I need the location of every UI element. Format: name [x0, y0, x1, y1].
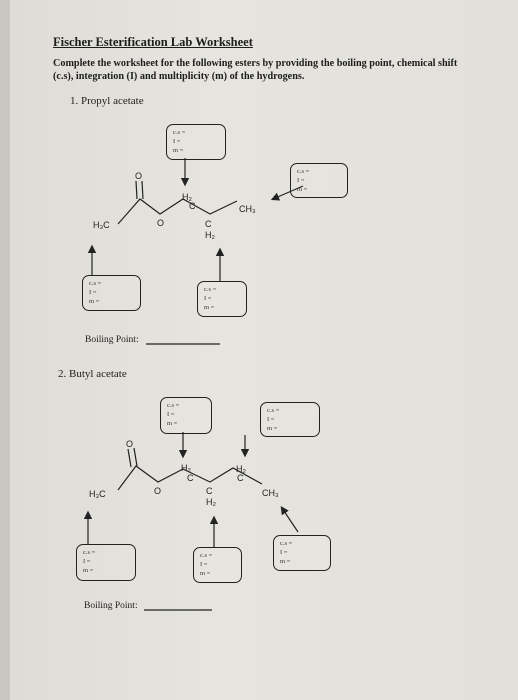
carbonyl-bond — [136, 181, 137, 199]
methylene-c-label: C — [205, 219, 212, 229]
methylene-c-label: C — [189, 201, 196, 211]
multiplicity-label: m = — [173, 147, 184, 154]
propyl-backbone — [118, 199, 237, 224]
chemical-shift-label: c.s = — [280, 540, 293, 547]
carbonyl-bond — [128, 449, 131, 467]
arrow-box-to-ch3 — [282, 508, 298, 532]
question-1-label: 1. Propyl acetate — [70, 95, 144, 107]
methylene-label: H₂ — [182, 192, 192, 202]
ester-o-label: O — [154, 486, 162, 496]
chemical-shift-label: c.s = — [89, 280, 102, 287]
multiplicity-label: m = — [204, 304, 215, 311]
methylene-c-label: C — [206, 486, 213, 496]
integration-label: I = — [297, 177, 305, 184]
instructions-line-2: (c.s), integration (I) and multiplicity (m) of the hydrogens. — [53, 71, 305, 82]
methyl-left-label: H₃C — [89, 489, 106, 499]
multiplicity-label: m = — [83, 567, 94, 574]
methylene-label: H₂ — [236, 464, 246, 474]
chemical-shift-label: c.s = — [173, 129, 186, 136]
methylene-label: H₂ — [181, 463, 191, 473]
chemical-shift-label: c.s = — [167, 402, 180, 409]
multiplicity-label: m = — [89, 298, 100, 305]
worksheet-title: Fischer Esterification Lab Worksheet — [53, 35, 253, 49]
question-1-boiling-point-label: Boiling Point: — [85, 335, 139, 345]
chemical-shift-label: c.s = — [83, 549, 96, 556]
chemical-shift-label: c.s = — [204, 286, 217, 293]
multiplicity-label: m = — [267, 425, 278, 432]
ester-o-label: O — [157, 218, 165, 228]
methylene-c-label: C — [237, 473, 244, 483]
integration-label: I = — [173, 138, 181, 145]
multiplicity-label: m = — [297, 186, 308, 193]
question-2-label: 2. Butyl acetate — [58, 368, 127, 380]
question-2-boiling-point-label: Boiling Point: — [84, 601, 138, 611]
chemical-shift-label: c.s = — [267, 407, 280, 414]
methylene-c-label: C — [187, 473, 194, 483]
carbonyl-bond — [134, 448, 137, 466]
integration-label: I = — [83, 558, 91, 565]
multiplicity-label: m = — [200, 570, 211, 577]
methyl-right-label: CH₃ — [239, 204, 256, 214]
methylene-label: H₂ — [205, 230, 215, 240]
methylene-label: H₂ — [206, 497, 216, 507]
integration-label: I = — [89, 289, 97, 296]
chemical-shift-label: c.s = — [297, 168, 310, 175]
methyl-left-label: H₃C — [93, 220, 110, 230]
multiplicity-label: m = — [167, 420, 178, 427]
integration-label: I = — [267, 416, 275, 423]
integration-label: I = — [280, 549, 288, 556]
arrow-box-to-ch3 — [273, 186, 303, 199]
integration-label: I = — [167, 411, 175, 418]
carbonyl-o-label: O — [135, 171, 143, 181]
carbonyl-o-label: O — [126, 439, 134, 449]
multiplicity-label: m = — [280, 558, 291, 565]
carbonyl-bond — [142, 181, 143, 199]
instructions-line-1: Complete the worksheet for the following esters by providing the boiling point, chemical shift — [53, 58, 458, 69]
integration-label: I = — [200, 561, 208, 568]
methyl-right-label: CH₃ — [262, 488, 279, 498]
chemical-shift-label: c.s = — [200, 552, 213, 559]
integration-label: I = — [204, 295, 212, 302]
